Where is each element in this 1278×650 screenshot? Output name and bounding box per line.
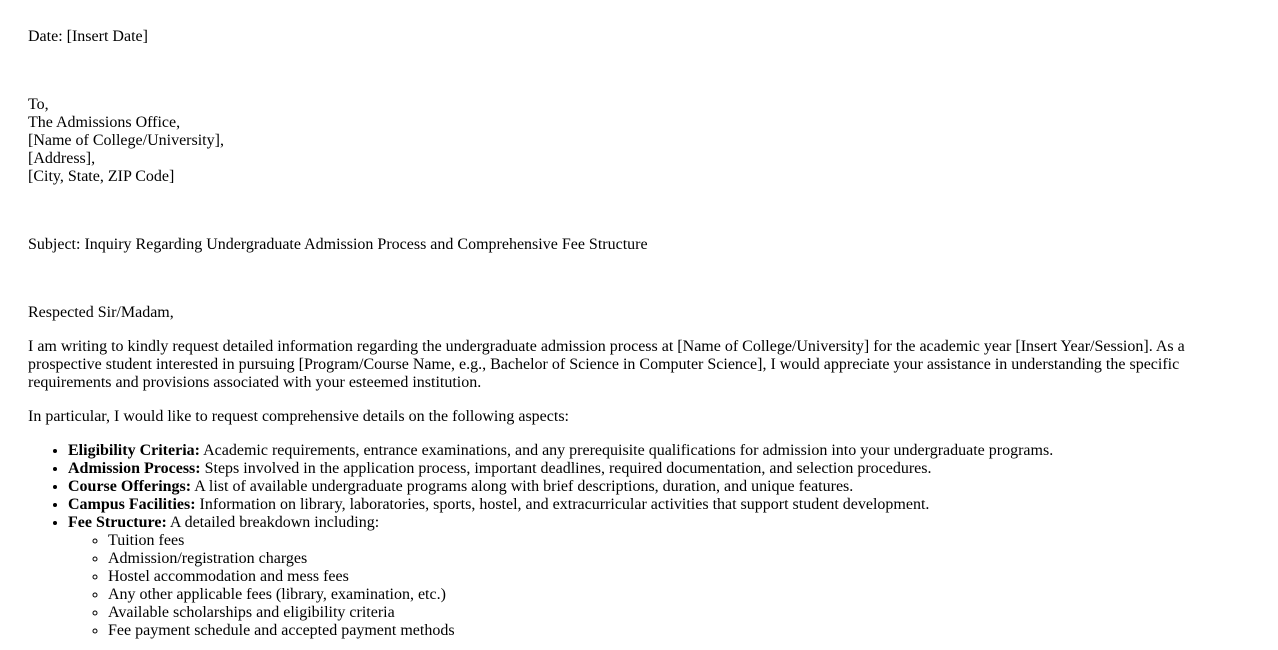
- fee-list-item: ◦ Any other applicable fees (library, examination, etc.): [108, 586, 1053, 604]
- recipient-line: [Name of College/University],: [28, 132, 224, 149]
- list-item: [68, 442, 1053, 460]
- list-item-text: A detailed breakdown including:: [166, 514, 380, 531]
- list-item: [68, 460, 1053, 478]
- body-paragraph-intro: I am writing to kindly request detailed information regarding the undergraduate admission process at [Name of College/University] for the academic year [Insert Year/Session]. As a prospective student interested in pursuing [Program/Course Name, e.g., Bachelor of Science in Computer Science], I would appreciate your assistance in understanding the specific requirements and provisions associated with your esteemed institution.: [28, 338, 1185, 391]
- recipient-line: [Address],: [28, 150, 96, 167]
- list-item-text: A list of available undergraduate programs along with brief descriptions, duration, and unique features.: [191, 478, 854, 495]
- recipient-line: The Admissions Office,: [28, 114, 181, 131]
- fee-list-item: ◦ Hostel accommodation and mess fees: [108, 568, 1053, 586]
- recipient-address: [28, 96, 224, 186]
- list-item: [68, 478, 1053, 496]
- body-paragraph-request: In particular, I would like to request comprehensive details on the following aspects:: [28, 408, 569, 425]
- recipient-line: To,: [28, 96, 49, 113]
- fee-list-item: ◦ Available scholarships and eligibility criteria: [108, 604, 1053, 622]
- list-item: [68, 496, 1053, 514]
- list-item-text: Academic requirements, entrance examinations, and any prerequisite qualifications for admission into your undergraduate programs.: [199, 442, 1054, 459]
- list-item-term: Eligibility Criteria:: [68, 442, 200, 459]
- list-item-term: Fee Structure:: [68, 514, 167, 531]
- list-item-text: Information on library, laboratories, sports, hostel, and extracurricular activities that support student development.: [195, 496, 930, 513]
- list-item-term: Course Offerings:: [68, 478, 192, 495]
- fee-list-item: ◦ Fee payment schedule and accepted payment methods: [108, 622, 1053, 640]
- fee-breakdown-list: [68, 532, 1053, 640]
- aspects-list: [28, 442, 1053, 640]
- list-item-term: Campus Facilities:: [68, 496, 196, 513]
- list-item-term: Admission Process:: [68, 460, 201, 477]
- fee-list-item: ◦ Admission/registration charges: [108, 550, 1053, 568]
- list-item-text: Steps involved in the application process, important deadlines, required documentation, and selection procedures.: [200, 460, 932, 477]
- subject-line: Subject: Inquiry Regarding Undergraduate Admission Process and Comprehensive Fee Structure: [28, 236, 648, 253]
- list-item: [68, 514, 1053, 640]
- fee-list-item: ◦ Tuition fees: [108, 532, 1053, 550]
- recipient-line: [City, State, ZIP Code]: [28, 168, 175, 185]
- date-line: Date: [Insert Date]: [28, 28, 148, 45]
- salutation: Respected Sir/Madam,: [28, 304, 174, 321]
